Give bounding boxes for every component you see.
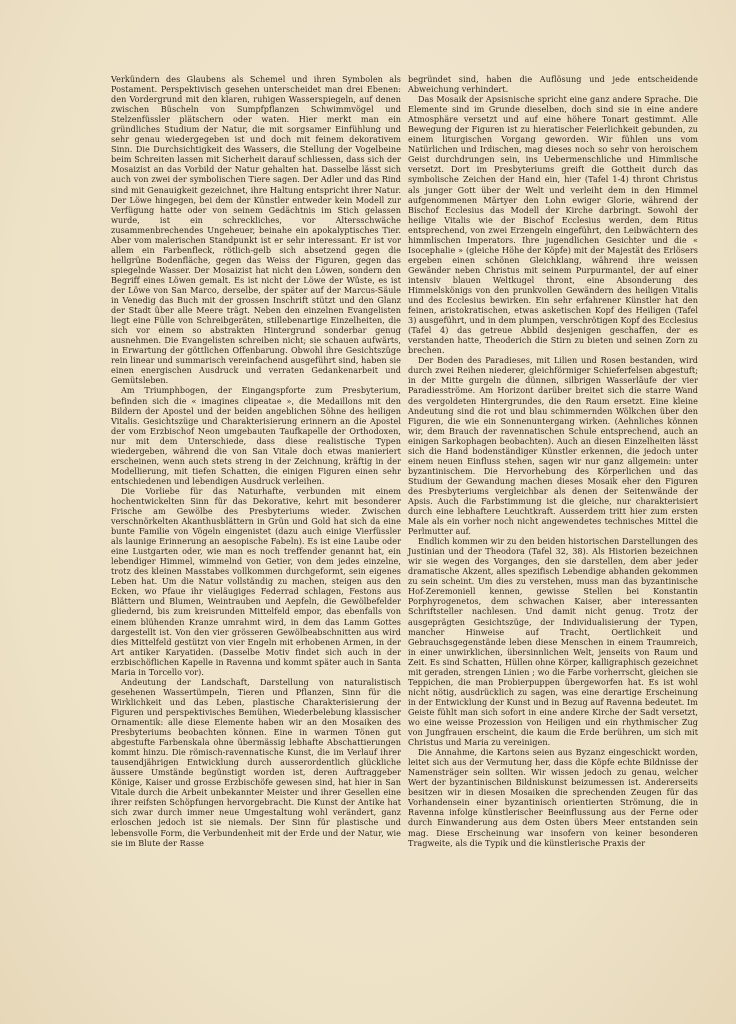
paragraph: Verkündern des Glaubens als Schemel und ihren Symbolen als Postament. Perspektivisch gesehen unterscheidet man drei Ebenen: den Vordergrund mit den klaren, ruhigen Wasserspiegeln, auf denen zwischen Büscheln von Sumpfpflanzen Schwimmvögel und Stelzenfüssler plätschern oder waten. Hier merkt man ein gründliches Studium der Natur, die mit sorgsamer Einfühlung und sehr genau wiedergegeben ist und doch mit feinem dekorativem Sinn. Die Durchsichtigkeit des Wassers, die Stellung der Vogelbeine beim Schreiten lassen mit Sicherheit darauf schliessen, dass sich der Mosaizist an das Vorbild der Natur gehalten hat. Dasselbe lässt sich auch von zwei der symbolischen Tiere sagen. Der Adler und das Rind sind mit Genauigkeit gezeichnet, ihre Haltung entspricht ihrer Natur. Der Löwe hingegen, bei dem der Künstler entweder kein Modell zur Verfügung hatte oder von seinem Gedächtnis im Stich gelassen wurde, ist ein schreckliches, vor Altersschwäche zusammenbrechendes Ungeheuer, beinahe ein apokalyptisches Tier. Aber vom malerischen Standpunkt ist er sehr interessant. Er ist vor allem ein Farbenfleck, rötlich-gelb sich absetzend gegen die hellgrüne Bodenfläche, gegen das Weiss der Figuren, gegen das spiegelnde Wasser. Der Mosaizist hat nicht den Löwen, sondern den Begriff eines Löwen gemalt. Es ist nicht der Löwe der Wüste, es ist der Löwe von San Marco, derselbe, der später auf der Marcus-Säule in Venedig das Buch mit der grossen Inschrift stützt und den Glanz der Stadt über alle Meere trägt. Neben den einzelnen Evangelisten liegt eine Fülle von Schreibgeräten, stillebenartige Einzelheiten, die sich vor einem so abstrakten Hintergrund sonderbar genug ausnehmen. Die Evangelisten schreiben nicht; sie schauen aufwärts, in Erwartung der göttlichen Offenbarung. Obwohl ihre Gesichtszüge rein linear und summarisch vereinfachend ausgeführt sind, haben sie einen energischen Ausdruck und verraten Gedankenarbeit und Gemütsleben.: [111, 74, 401, 386]
paragraph: Das Mosaik der Apsisnische spricht eine ganz andere Sprache. Die Elemente sind im Grunde dieselben, doch sind sie in eine andere Atmosphäre versetzt und auf eine höhere Tonart gestimmt. Alle Bewegung der Figuren ist zu hieratischer Feierlichkeit gebunden, zu einem liturgischen Vorgang geworden. Wir fühlen uns vom Natürlichen und Irdischen, mag dieses noch so sehr von heroischem Geist durchdrungen sein, ins Uebermenschliche und Himmlische versetzt. Dort im Presbyteriums greift die Gottheit durch das symbolische Zeichen der Hand ein, hier (Tafel 1-4) thront Christus als junger Gott über der Welt und verleiht dem in den Himmel aufgenommenen Märtyer den Lohn ewiger Glorie, während der Bischof Ecclesius das Modell der Kirche darbringt. Sowohl der heilige Vitalis wie der Bischof Ecclesius werden, dem Ritus entsprechend, von zwei Erzengeln eingeführt, den Leibwächtern des himmlischen Imperators. Ihre jugendlichen Gesichter und die « Isocephalie » (gleiche Höhe der Köpfe) mit der Majestät des Erlösers ergeben einen schönen Gleichklang, während ihre weissen Gewänder neben Christus mit seinem Purpurmantel, der auf einer intensiv blauen Weltkugel thront, eine Absonderung des Himmelskönigs von den prunkvollen Gewändern des heiligen Vitalis und des Ecclesius bewirken. Ein sehr erfahrener Künstler hat den feinen, aristokratischen, etwas asketischen Kopf des Heiligen (Tafel 3) ausgeführt, und in dem plumpen, verschrötigen Kopf des Ecclesius (Tafel 4) das getreue Abbild desjenigen geschaffen, der es verstanden hatte, Theoderich die Stirn zu bieten und seinen Zorn zu brechen.: [408, 94, 698, 356]
paragraph: Die Annahme, die Kartons seien aus Byzanz eingeschickt worden, leitet sich aus der Vermutung her, dass die Köpfe echte Bildnisse der Namensträger sein sollten. Wir wissen jedoch zu genau, welcher Wert der byzantinischen Bildniskunst beizumessen ist. Andererseits besitzen wir in diesen Mosaiken die sprechenden Zeugen für das Vorhandensein einer byzantinisch orientierten Strömung, die in Ravenna infolge künstlerischer Beeinflussung aus der Ferne oder durch Einwanderung aus dem Osten übers Meer entstanden sein mag. Diese Erscheinung war insofern von keiner besonderen Tragweite, als die Typik und die künstlerische Praxis der: [408, 747, 698, 848]
left-text-column: [111, 74, 401, 848]
paragraph: Am Triumphbogen, der Eingangspforte zum Presbyterium, befinden sich die « imagines clipeatae », die Medaillons mit den Bildern der Apostel und der beiden angeblichen Söhne des heiligen Vitalis. Gesichtszüge und Charakterisierung erinnern an die Apostel der vom Erzbischof Neon umgebauten Taufkapelle der Orthodoxen, nur mit dem Unterschiede, dass diese realistische Typen wiedergeben, während die von San Vitale doch etwas manieriert erscheinen, wenn auch stets streng in der Zeichnung, kräftig in der Modellierung, mit tiefen Schatten, die einigen Figuren einen sehr entschiedenen und lebendigen Ausdruck verleihen.: [111, 385, 401, 486]
paragraph: Der Boden des Paradieses, mit Lilien und Rosen bestanden, wird durch zwei Reihen niederer, gleichförmiger Schieferfelsen abgestuft; in der Mitte gurgeln die dünnen, silbrigen Wasserläufe der vier Paradiesströme. Am Horizont darüber breitet sich die starre Wand des vergoldeten Hintergrundes, die den Raum ersetzt. Eine kleine Andeutung sind die rot und blau schimmernden Wölkchen über den Figuren, die wie ein Sonnenuntergang wirken. (Aehnliches können wir, dem Brauch der ravennatischen Schule entsprechend, auch an einigen Sarkophagen beobachten). Auch an diesen Einzelheiten lässt sich die Hand bodenständiger Künstler erkennen, die jedoch unter einem neuen Einfluss stehen, sagen wir nur ganz allgemein: unter byzantinischem. Die Hervorhebung des Körperlichen und das Studium der Gewandung machen dieses Mosaik eher den Figuren des Presbyteriums vergleichbar als denen der Seitenwände der Apsis. Auch die Farbstimmung ist die gleiche, nur charakterisiert durch eine lebhaftere Leuchtkraft. Ausserdem tritt hier zum ersten Male als ein vorher noch nicht angewendetes technisches Mittel die Perlmutter auf.: [408, 355, 698, 537]
paragraph: Endlich kommen wir zu den beiden historischen Darstellungen des Justinian und der Theodora (Tafel 32, 38). Als Historien bezeichnen wir sie wegen des Vorganges, den sie darstellen, dem aber jeder dramatische Akzent, alles spezifisch Lebendige abhanden gekommen zu sein scheint. Um dies zu verstehen, muss man das byzantinische Hof-Zeremoniell kennen, gewisse Stellen bei Konstantin Porphyrogenetos, dem schwachen Kaiser, aber interessanten Schriftsteller nachlesen. Und damit nicht genug. Trotz der ausgeprägten Gesichtszüge, der Individualisierung der Typen, mancher Hinweise auf Tracht, Oertlichkeit und Gebrauchsgegenstände leben diese Menschen in einem Traumreich, in einer unwirklichen, übersinnlichen Welt, jenseits von Raum und Zeit. Es sind Schatten, Hüllen ohne Körper, kalligraphisch gezeichnet mit geraden, strengen Linien ; wo die Farbe vorherrscht, gleichen sie Teppichen, die man Probierpuppen übergeworfen hat. Es ist wohl nicht nötig, ausdrücklich zu sagen, was eine derartige Erscheinung in der Entwicklung der Kunst und in Bezug auf Ravenna bedeutet. Im Geiste fühlt man sich sofort in eine andere Kirche der Sadt versetzt, wo eine weisse Prozession von Heiligen und ein rhythmischer Zug von Jungfrauen erscheint, die kaum die Erde berühren, um sich mit Christus und Maria zu vereinigen.: [408, 536, 698, 748]
right-text-column: [408, 74, 698, 848]
paragraph: Andeutung der Landschaft, Darstellung von naturalistisch gesehenen Wassertümpeln, Tieren und Pflanzen, Sinn für die Wirklichkeit und das Leben, plastische Charakterisierung der Figuren und perspektivisches Bemühen, Wiederbelebung klassischer Ornamentik: alle diese Elemente haben wir an den Mosaiken des Presbyteriums beobachten können. Eine in warmen Tönen gut abgestufte Farbenskala ohne übermässig lebhafte Abschattierungen kommt hinzu. Die römisch-ravennatische Kunst, die im Verlauf ihrer tausendjährigen Entwicklung durch ausserordentlich glückliche äussere Umstände begünstigt worden ist, deren Auftraggeber Könige, Kaiser und grosse Erzbischöfe gewesen sind, hat hier in San Vitale durch die Arbeit unbekannter Meister und ihrer Gesellen eine ihrer reifsten Schöpfungen hervorgebracht. Die Kunst der Antike hat sich zwar durch immer neue Umgestaltung wohl verändert, ganz erloschen jedoch ist sie niemals. Der Sinn für plastische und lebensvolle Form, die Verbundenheit mit der Erde und der Natur, wie sie im Blute der Rasse: [111, 676, 401, 848]
paragraph: begründet sind, haben die Auflösung und jede entscheidende Abweichung verhindert.: [408, 74, 698, 95]
paragraph: Die Vorliebe für das Naturhafte, verbunden mit einem hochentwickelten Sinn für das Dekorative, kehrt mit besonderer Frische am Gewölbe des Presbyteriums wieder. Zwischen verschnörkelten Akanthusblättern in Grün und Gold hat sich da eine bunte Familie von Vögeln eingenistet (dazu auch einige Vierfüssler als launige Erinnerung an aesopische Fabeln). Es ist eine Laube oder eine Lustgarten oder, wie man es noch treffender genannt hat, ein lebendiger Himmel, wimmelnd von Getier, von dem jedes einzelne, trotz des kleinen Masstabes vollkommen durchgeformt, sein eigenes Leben hat. Um die Natur vollständig zu machen, steigen aus den Ecken, wo Pfaue ihr vieläugiges Federrad schlagen, Festons aus Blättern und Blumen, Weintrauben und Aepfeln, die Gewölbefelder gliedernd, bis zum kreisrunden Mittelfeld empor, das ebenfalls von einem blühenden Kranze umrahmt wird, in dem das Lamm Gottes dargestellt ist. Von den vier grösseren Gewölbeabschnitten aus wird dies Mittelfeld gestützt von vier Engeln mit erhobenen Armen, in der Art antiker Karyatiden. (Dasselbe Motiv findet sich auch in der erzbischöflichen Kapelle in Ravenna und kommt später auch in Santa Maria in Torcello vor).: [111, 485, 401, 677]
